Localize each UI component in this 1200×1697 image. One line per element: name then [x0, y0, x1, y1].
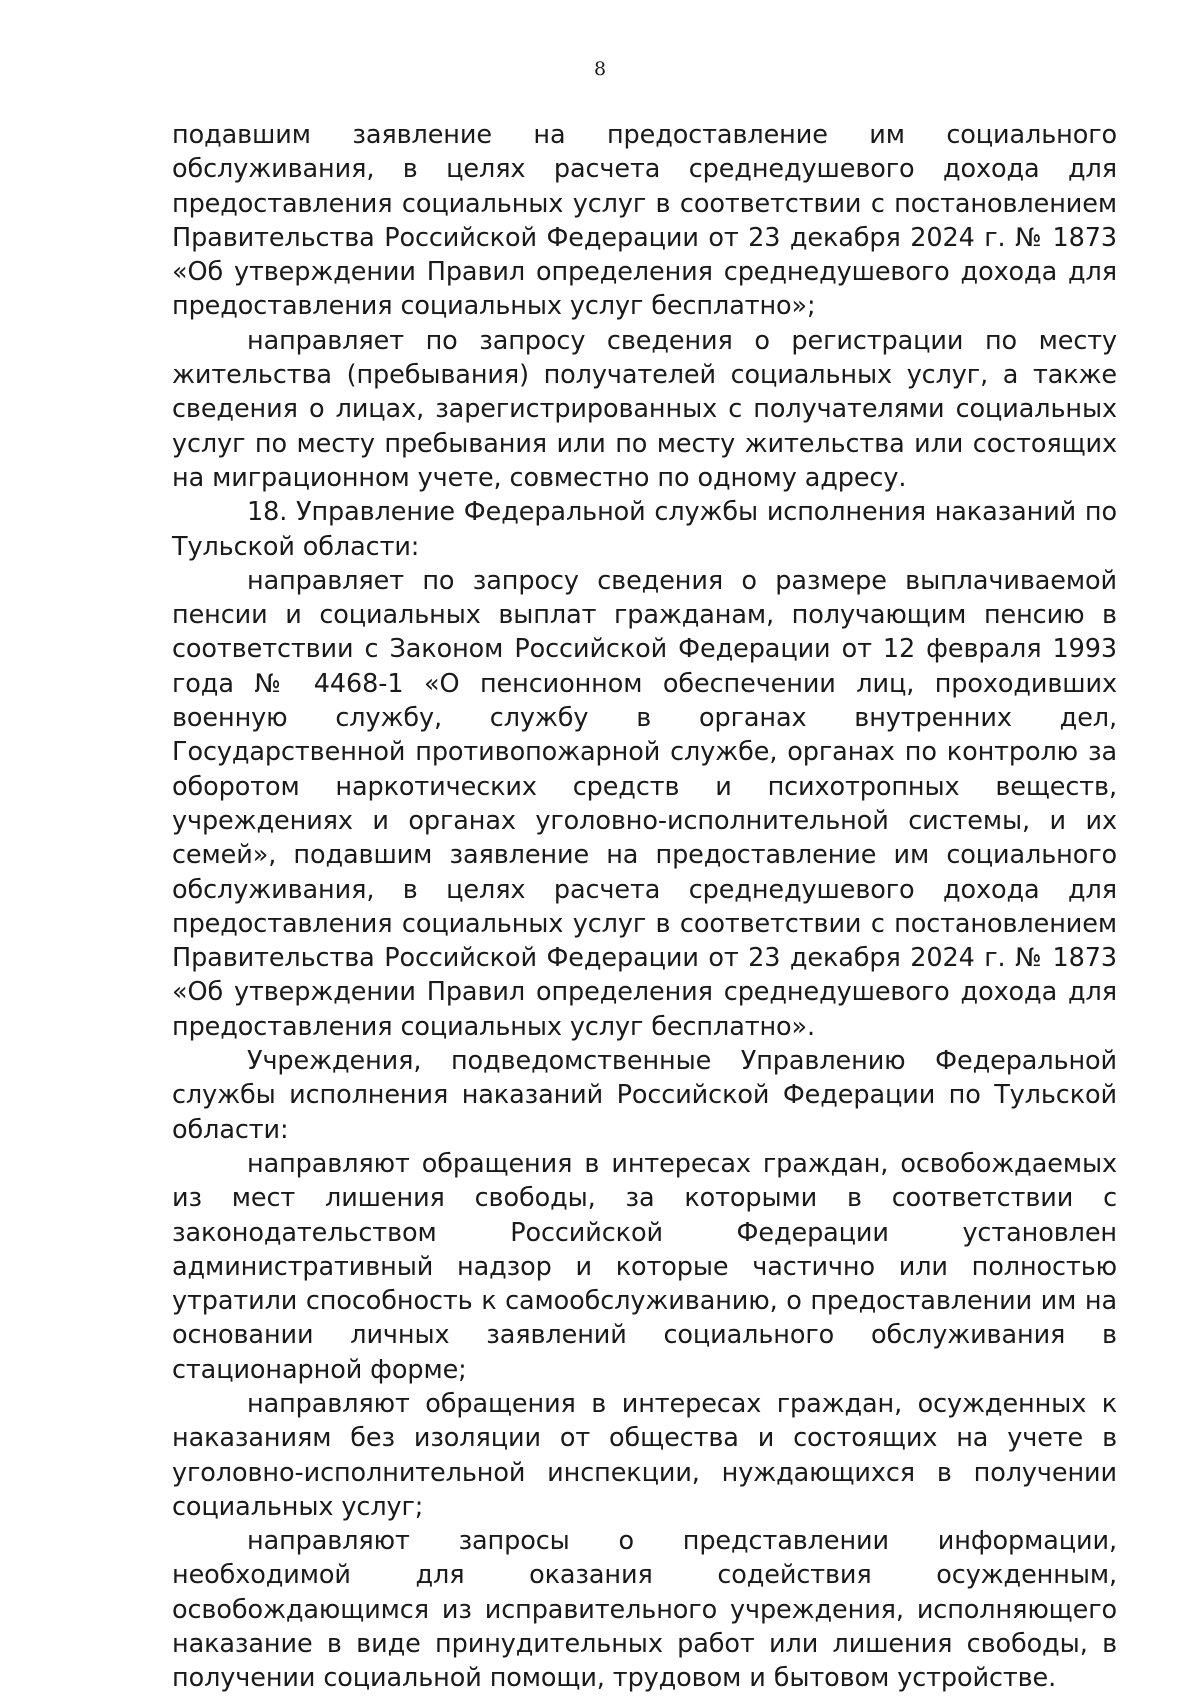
- document-body: [172, 118, 1117, 1696]
- paragraph-8: направляют запросы о представлении информации, необходимой для оказания содействия осужденным, освобождающимся из исправительного учреждения, исполняющего наказание в виде принудительных работ или лишения свободы, в получении социальной помощи, трудовом и бытовом устройстве.: [172, 1526, 1117, 1694]
- page-number: 8: [593, 58, 607, 80]
- paragraph-3-heading: 18. Управление Федеральной службы исполнения наказаний по Тульской области:: [172, 497, 1117, 562]
- paragraph-7: направляют обращения в интересах граждан, осужденных к наказаниям без изоляции от общества и состоящих на учете в уголовно-исполнительной инспекции, нуждающихся в получении социальных услуг;: [172, 1388, 1117, 1522]
- paragraph-1: подавшим заявление на предоставление им социального обслуживания, в целях расчета среднедушевого дохода для предоставления социальных услуг в соответствии с постановлением Правительства Российской Федерации от 23 декабря 2024 г. № 1873 «Об утверждении Правил определения среднедушевого дохода для предоставления социальных услуг бесплатно»;: [172, 120, 1117, 322]
- paragraph-2: направляет по запросу сведения о регистрации по месту жительства (пребывания) получателей социальных услуг, а также сведения о лицах, зарегистрированных с получателями социальных услуг по месту пребывания или по месту жительства или состоящих на миграционном учете, совместно по одному адресу.: [172, 325, 1117, 493]
- paragraph-6: направляют обращения в интересах граждан, освобождаемых из мест лишения свободы, за которыми в соответствии с законодательством Российской Федерации установлен административный надзор и которые частично или полностью утратили способность к самообслуживанию, о предоставлении им на основании личных заявлений социального обслуживания в стационарной форме;: [172, 1148, 1117, 1385]
- paragraph-5: Учреждения, подведомственные Управлению Федеральной службы исполнения наказаний Российской Федерации по Тульской области:: [172, 1046, 1117, 1145]
- paragraph-4: направляет по запросу сведения о размере выплачиваемой пенсии и социальных выплат гражданам, получающим пенсию в соответствии с Законом Российской Федерации от 12 февраля 1993 года № 4468-1 «О пенсионном обеспечении лиц, проходивших военную службу, службу в органах внутренних дел, Государственной противопожарной службе, органах по контролю за оборотом наркотических средств и психотропных веществ, учреждениях и органах уголовно-исполнительной системы, и их семей», подавшим заявление на предоставление им социального обслуживания, в целях расчета среднедушевого дохода для предоставления социальных услуг в соответствии с постановлением Правительства Российской Федерации от 23 декабря 2024 г. № 1873 «Об утверждении Правил определения среднедушевого дохода для предоставления социальных услуг бесплатно».: [172, 565, 1117, 1042]
